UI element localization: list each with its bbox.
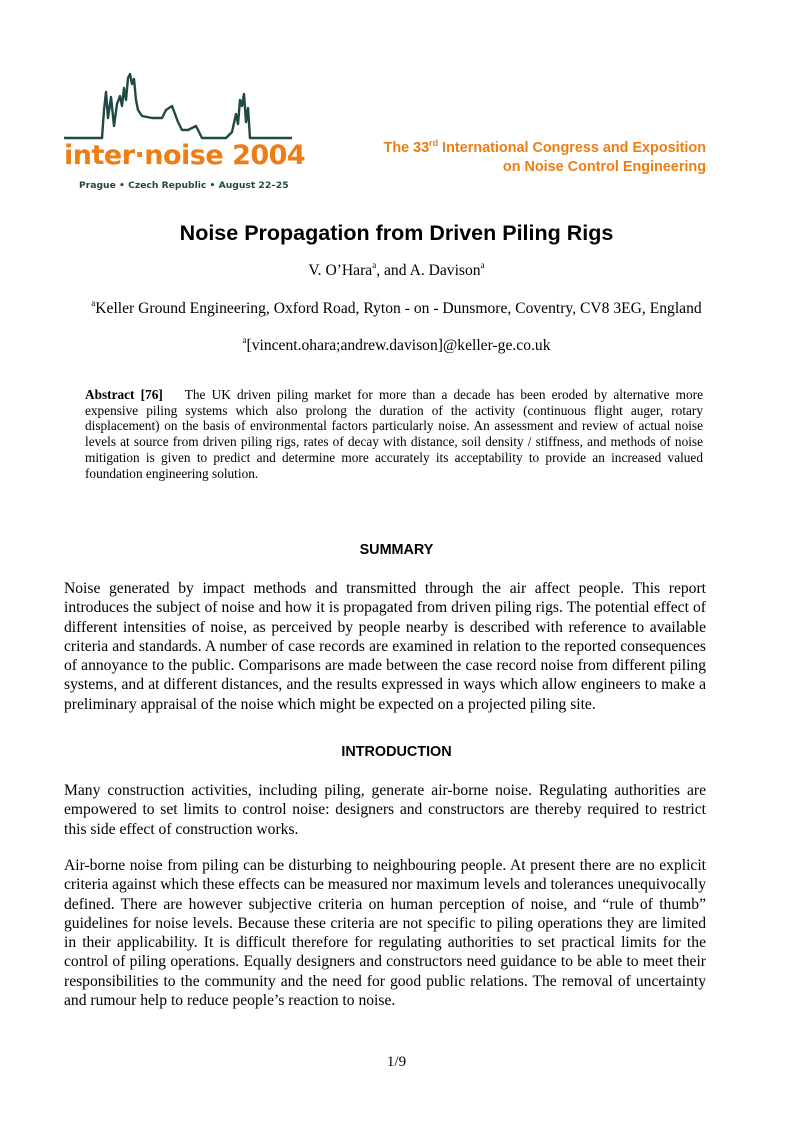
introduction-paragraph-2: Air-borne noise from piling can be disturbing to neighbouring people. At present there are no explicit criteria against which these effects can be measured nor maximum levels and tolerances unequivocally defined. There are however subjective criteria on human perception of noise, and “rule of thumb” guidelines for noise levels. Because these criteria are not specific to piling operations they are limited in their applicability. It is difficult therefore for regulating authorities to set practical limits for the control of piling operations. Equally designers and constructors need guidance to be able to meet their responsibilities to the community and the need for good public relations. The removal of uncertainty and rumour help to reduce people’s reaction to noise. [64, 857, 706, 1010]
conference-logo [62, 70, 294, 195]
conference-line-2: on Noise Control Engineering [502, 159, 706, 175]
conference-header [384, 139, 706, 177]
abstract [85, 387, 703, 481]
logo-wordmark: inter·noise 2004 [64, 140, 306, 171]
section-heading-summary: SUMMARY [359, 542, 434, 558]
paper-title: Noise Propagation from Driven Piling Rigs [179, 221, 614, 245]
skyline-waveform-icon [62, 70, 294, 195]
page-number: 1/9 [386, 1054, 407, 1070]
abstract-text: The UK driven piling market for more than a decade has been eroded by alternative more expensive piling systems which also prolong the duration of the activity (continuous flight auger, rotary displacement) on the basis of environmental factors particularly noise. An assessment and review of actual noise levels at source from driven piling rigs, rates of decay with distance, soil density / stiffness, and methods of noise mitigation is given to predict and determine more accurately its acceptability to provide an increased valued foundation engineering solution. [85, 387, 703, 481]
summary-paragraph: Noise generated by impact methods and transmitted through the air affect people. This report introduces the subject of noise and how it is propagated from driven piling rigs. The potential effect of different intensities of noise, as perceived by people nearby is described with reference to available criteria and standards. A number of case records are examined in relation to the reported consequences of annoyance to the public. Comparisons are made between the case record noise from different piling systems, and at different distances, and the results expressed in ways which allow engineers to make a preliminary appraisal of the noise which might be expected on a projected piling site. [64, 580, 706, 713]
author-name: V. O’Hara [308, 262, 373, 279]
author-email[interactable]: $^a$[vincent.ohara;andrew.davison]@keller-ge.co.uk [242, 335, 551, 354]
section-heading-introduction: INTRODUCTION [341, 744, 452, 760]
logo-subline: Prague • Czech Republic • August 22–25 [79, 180, 289, 191]
abstract-label: Abstract [76] [85, 387, 163, 402]
author-line: V. O’Hara$^a$, and A. Davison$^a$ [308, 260, 485, 279]
author-name: A. Davison [409, 262, 481, 279]
introduction-paragraph-1: Many construction activities, including piling, generate air-borne noise. Regulating authorities are empowered to set limits to control noise: designers and constructors are thereby required to restrict this side effect of construction works. [64, 782, 706, 838]
conference-line-1: The 33rd International Congress and Exposition [383, 138, 706, 156]
affiliation: $^a$Keller Ground Engineering, Oxford Road, Ryton - on - Dunsmore, Coventry, CV8 3EG, England [91, 298, 702, 317]
